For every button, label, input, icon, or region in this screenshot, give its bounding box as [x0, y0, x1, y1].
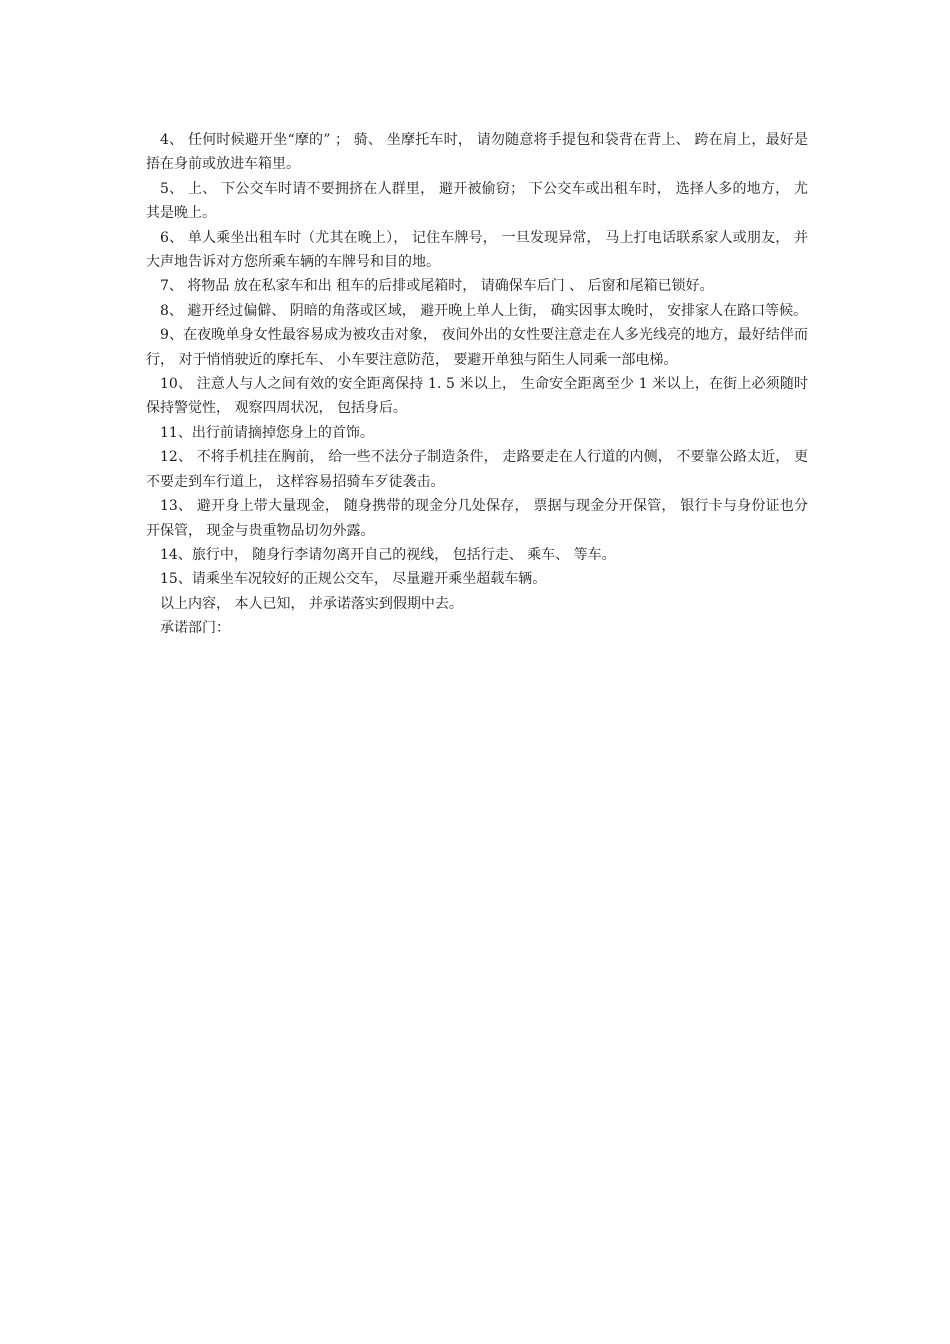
paragraph-item-6: 6、 单人乘坐出租车时（尤其在晚上）， 记住车牌号， 一旦发现异常， 马上打电话联系家人或朋友， 并大声地告诉对方您所乘车辆的车牌号和目的地。: [146, 229, 808, 271]
paragraph-item-11: 11、出行前请摘掉您身上的首饰。: [160, 424, 374, 441]
paragraph-item-13: 13、 避开身上带大量现金， 随身携带的现金分几处保存， 票据与现金分开保管， 银行卡与身份证也分开保管， 现金与贵重物品切勿外露。: [146, 498, 808, 539]
acknowledgement-statement: 以上内容， 本人已知， 并承诺落实到假期中去。: [160, 595, 463, 612]
document-body: [146, 128, 808, 641]
paragraph-item-15: 15、请乘坐车况较好的正规公交车， 尽量避开乘坐超载车辆。: [160, 571, 547, 588]
paragraph-item-12: 12、 不将手机挂在胸前， 给一些不法分子制造条件， 走路要走在人行道的内侧， 不要靠公路太近， 更不要走到车行道上， 这样容易招骑车歹徒袭击。: [146, 449, 808, 490]
department-signature-label: 承诺部门：: [160, 620, 230, 637]
paragraph-item-5: 5、 上、 下公交车时请不要拥挤在人群里， 避开被偷窃； 下公交车或出租车时， 选择人多的地方， 尤其是晚上。: [146, 180, 808, 222]
paragraph-item-9: 9、在夜晚单身女性最容易成为被攻击对象， 夜间外出的女性要注意走在人多光线亮的地方，最好结伴而行， 对于悄悄驶近的摩托车、 小车要注意防范， 要避开单独与陌生人同乘一部电梯。: [146, 327, 808, 368]
paragraph-item-7: 7、 将物品 放在私家车和出 租车的后排或尾箱时， 请确保车后门 、 后窗和尾箱已锁好。: [160, 278, 714, 295]
paragraph-item-8: 8、 避开经过偏僻、 阴暗的角落或区域， 避开晚上单人上街， 确实因事太晚时， 安排家人在路口等候。: [160, 302, 808, 319]
paragraph-item-14: 14、旅行中， 随身行李请勿离开自己的视线， 包括行走、 乘车、 等车。: [160, 546, 616, 563]
paragraph-item-4: 4、 任何时候避开坐“摩的” ； 骑、 坐摩托车时， 请勿随意将手提包和袋背在背上、 跨在肩上，最好是捂在身前或放进车箱里。: [146, 132, 808, 173]
paragraph-item-10: 10、 注意人与人之间有效的安全距离保持 1. 5 米以上， 生命安全距离至少 1 米以上，在街上必须随时保持警觉性， 观察四周状况， 包括身后。: [146, 376, 808, 417]
